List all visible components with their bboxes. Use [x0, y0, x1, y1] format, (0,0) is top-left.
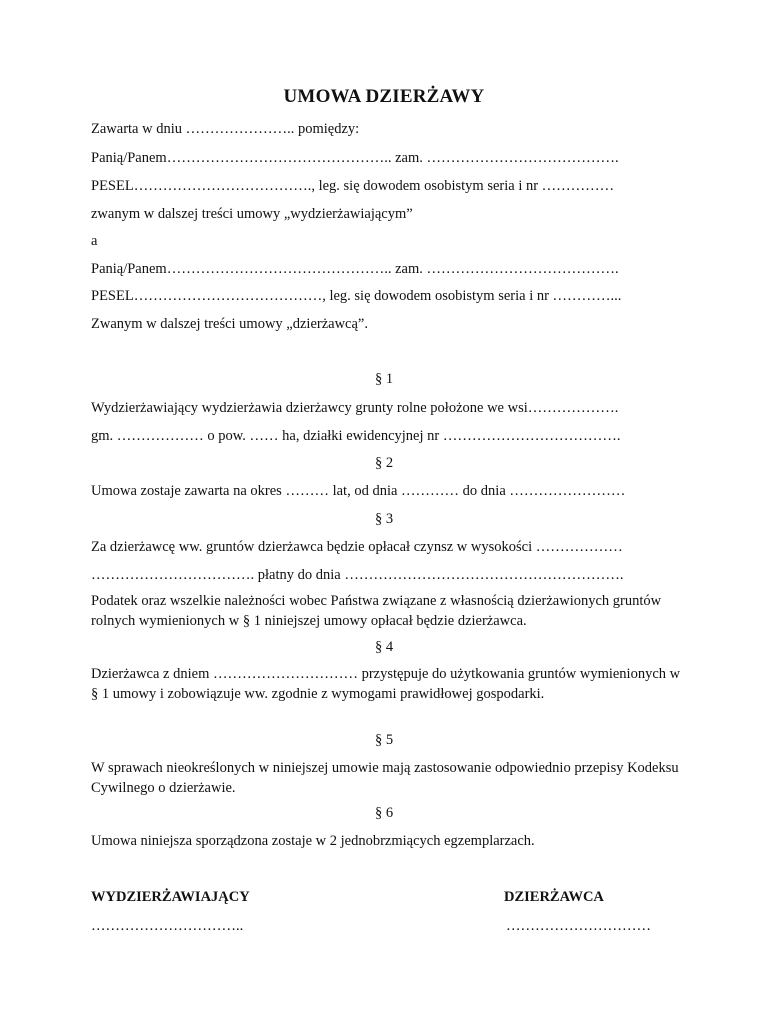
signature-label-lessee: DZIERŻAWCA	[504, 889, 604, 905]
section-6-heading: § 6	[374, 805, 394, 821]
intro-party2-role-line: Zwanym w dalszej treści umowy „dzierżawcą”.	[91, 316, 368, 332]
section-4-heading: § 4	[374, 639, 394, 655]
section-6-paragraph: Umowa niniejsza sporządzona zostaje w 2 jednobrzmiących egzemplarzach.	[91, 833, 535, 849]
signature-line-lessee: …………………………	[506, 918, 651, 934]
intro-and-line: a	[91, 233, 98, 249]
section-3-line-1: Za dzierżawcę ww. gruntów dzierżawca będzie opłacał czynsz w wysokości ………………	[91, 539, 623, 555]
intro-party1-name-line: Panią/Panem……………………………………….. zam. ………………………………….	[91, 150, 619, 166]
intro-party2-name-line: Panią/Panem……………………………………….. zam. ………………………………….	[91, 261, 619, 277]
section-1-heading: § 1	[374, 371, 394, 387]
signature-line-lessor: …………………………..	[91, 918, 244, 934]
section-2-heading: § 2	[374, 455, 394, 471]
section-1-line-1: Wydzierżawiający wydzierżawia dzierżawcy grunty rolne położone we wsi……………….	[91, 400, 619, 416]
intro-party1-role-line: zwanym w dalszej treści umowy „wydzierżawiającym”	[91, 206, 413, 222]
section-4-paragraph: Dzierżawca z dniem ………………………… przystępuje do użytkowania gruntów wymienionych w § 1 umowy i zobowiązuje ww. zgodnie z wymogami prawidłowej gospodarki.	[91, 666, 681, 702]
intro-party2-pesel-line: PESEL…………………………………, leg. się dowodem osobistym seria i nr …………...	[91, 288, 622, 304]
section-2-line-1: Umowa zostaje zawarta na okres ……… lat, od dnia ………… do dnia ……………………	[91, 483, 626, 499]
document-title: UMOWA DZIERŻAWY	[283, 86, 485, 107]
section-5-paragraph: W sprawach nieokreślonych w niniejszej umowie mają zastosowanie odpowiednio przepisy Kodeksu Cywilnego o dzierżawie.	[91, 760, 679, 796]
signature-label-lessor: WYDZIERŻAWIAJĄCY	[91, 889, 250, 905]
section-3-heading: § 3	[374, 511, 394, 527]
section-5-heading: § 5	[374, 732, 394, 748]
intro-date-line: Zawarta w dniu ………………….. pomiędzy:	[91, 121, 360, 137]
section-3-line-2: ……………………………. płatny do dnia ………………………………………………….	[91, 567, 624, 583]
intro-party1-pesel-line: PESEL………………………………., leg. się dowodem osobistym seria i nr ……………	[91, 178, 615, 194]
section-1-line-2: gm. ……………… o pow. …… ha, działki ewidencyjnej nr ……………………………….	[91, 428, 621, 444]
section-3-paragraph: Podatek oraz wszelkie należności wobec Państwa związane z własnością dzierżawionych gruntów rolnych wymienionych w § 1 niniejszej umowy opłacał będzie dzierżawca.	[91, 593, 662, 629]
